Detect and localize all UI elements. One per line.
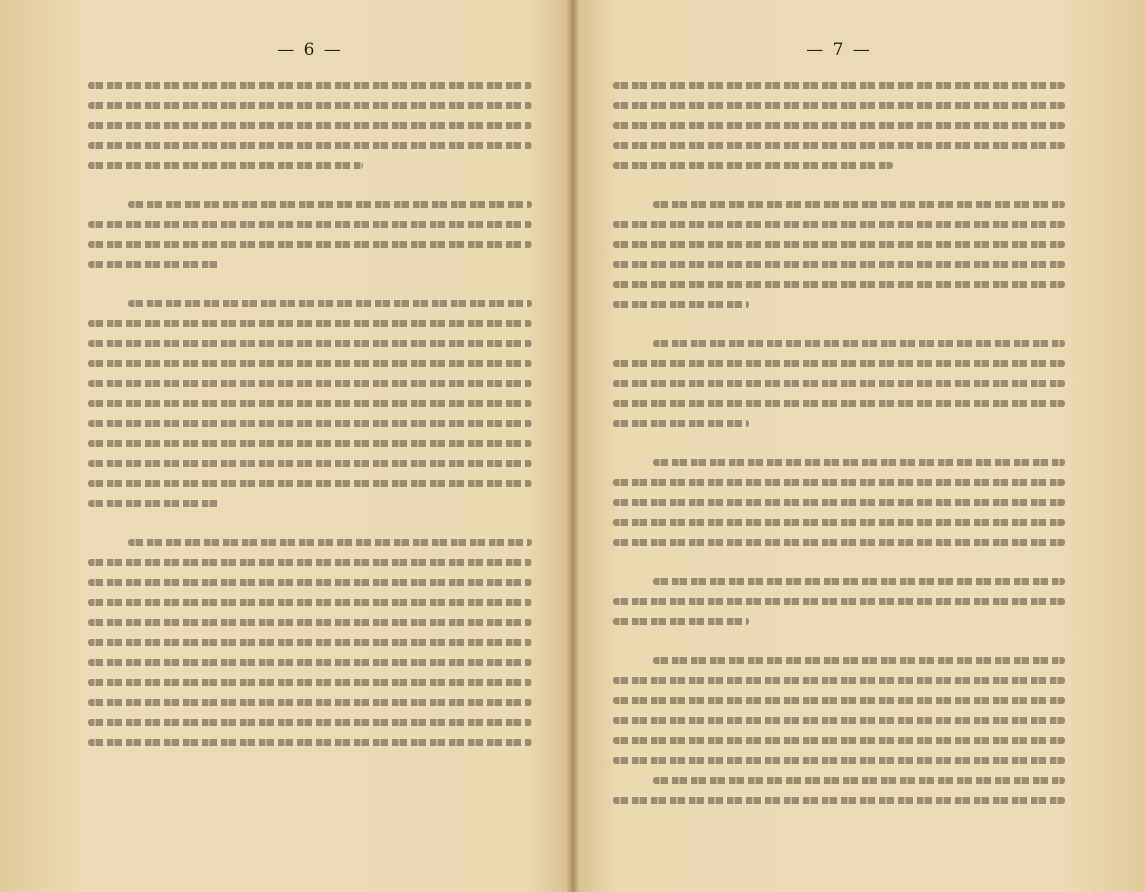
left-page-text <box>88 82 532 746</box>
left-page <box>0 0 572 892</box>
right-page <box>573 0 1145 892</box>
right-page-text <box>613 82 1065 804</box>
right-page-number: — 7 — <box>806 40 872 60</box>
left-page-number: — 6 — <box>277 40 343 60</box>
